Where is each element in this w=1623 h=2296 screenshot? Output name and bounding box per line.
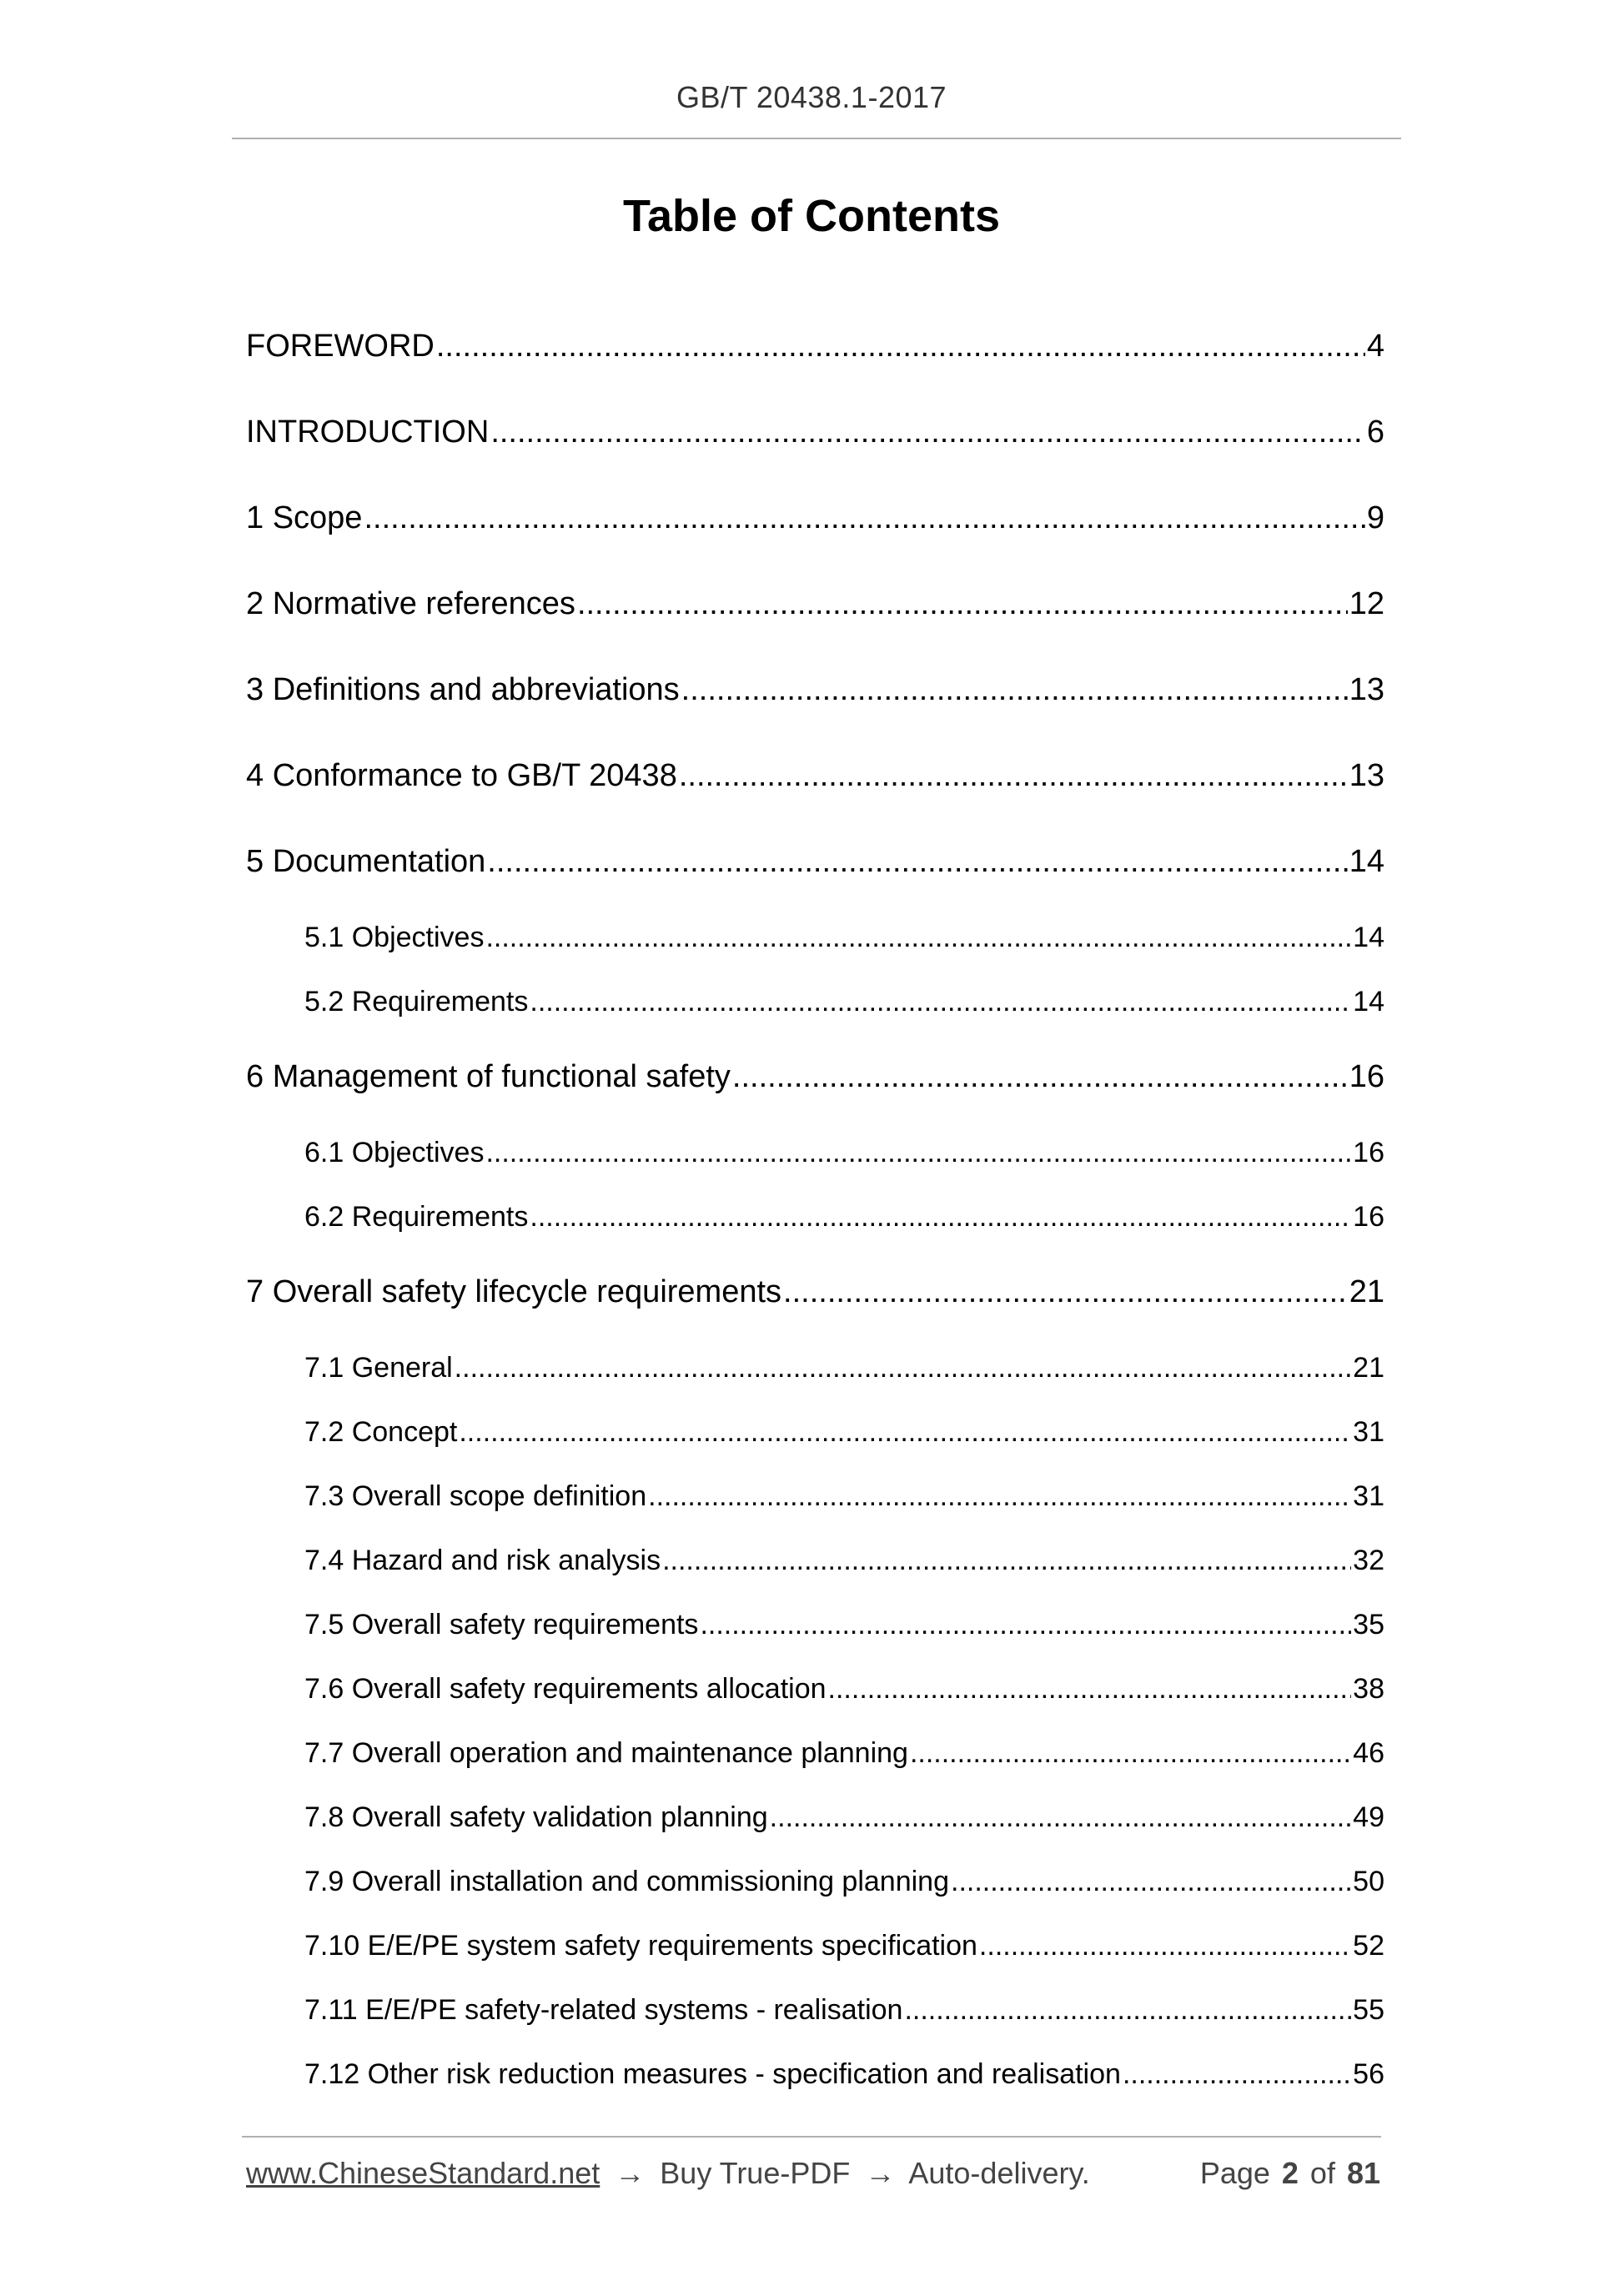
toc-entry-page: 14 [1353,986,1384,1017]
toc-entry-title: INTRODUCTION [246,414,490,450]
toc-entry-title: 7.7 Overall operation and maintenance planning [304,1737,908,1769]
website-link[interactable]: www.ChineseStandard.net [246,2156,600,2190]
toc-entry-title: 7.8 Overall safety validation planning [304,1801,768,1833]
page-footer [246,2156,1380,2198]
dot-leader [662,1541,1351,1580]
dot-leader [485,918,1351,957]
toc-entry-title: 6.2 Requirements [304,1201,529,1233]
toc-entry-title: 7.4 Hazard and risk analysis [304,1545,661,1576]
toc-entry-title: 7.2 Concept [304,1416,458,1448]
dot-leader [783,1271,1348,1313]
toc-entry-title: 7.10 E/E/PE system safety requirements specification [304,1930,977,1962]
toc-entry-7-10-system-safety-spec[interactable] [304,1927,1384,1965]
dot-leader [364,497,1364,539]
toc-entry-page: 32 [1353,1545,1384,1576]
toc-entry-title: 7.5 Overall safety requirements [304,1609,699,1640]
toc-entry-page: 21 [1349,1274,1384,1309]
toc-entry-7-6-requirements-allocation[interactable] [304,1670,1384,1708]
toc-entry-title: 5 Documentation [246,844,486,879]
toc-entry-page: 56 [1353,2058,1384,2090]
toc-entry-6-1-objectives[interactable] [304,1133,1384,1172]
toc-entry-7-11-realisation[interactable] [304,1991,1384,2029]
toc-entry-title: 7.12 Other risk reduction measures - specification and realisation [304,2058,1121,2090]
footer-promo [246,2156,1090,2191]
dot-leader [487,841,1347,882]
toc-entry-title: 7.3 Overall scope definition [304,1480,647,1512]
dot-leader [732,1056,1348,1098]
dot-leader [679,755,1348,796]
dot-leader [648,1477,1351,1515]
dot-leader [436,325,1365,367]
dot-leader [910,1734,1351,1772]
toc-entry-page: 16 [1353,1201,1384,1233]
toc-entry-page: 13 [1349,758,1384,793]
toc-entry-page: 31 [1353,1480,1384,1512]
toc-entry-page: 14 [1349,844,1384,879]
toc-entry-7-4-hazard-risk-analysis[interactable] [304,1541,1384,1580]
dot-leader [979,1927,1351,1965]
toc-entry-page: 16 [1349,1059,1384,1094]
toc-entry-7-3-scope-definition[interactable] [304,1477,1384,1515]
dot-leader [485,1133,1351,1172]
toc-entry-title: 6.1 Objectives [304,1137,485,1168]
toc-entry-title: 1 Scope [246,500,363,535]
page-label: Page [1199,2156,1270,2190]
dot-leader [770,1798,1352,1836]
toc-entry-page: 4 [1366,329,1384,364]
toc-entry-introduction[interactable] [246,411,1384,453]
dot-leader [577,583,1348,625]
toc-entry-6-2-requirements[interactable] [304,1198,1384,1236]
toc-entry-title: 7.1 General [304,1352,453,1384]
toc-entry-7-2-concept[interactable] [304,1413,1384,1451]
document-code-header: GB/T 20438.1-2017 [676,80,947,114]
toc-entry-7-12-other-risk-reduction[interactable] [304,2055,1384,2093]
page-number [1200,2156,1380,2191]
current-page-number: 2 [1281,2156,1299,2190]
toc-entry-normative-references[interactable] [246,583,1384,625]
toc-entry-7-9-installation-commissioning[interactable] [304,1862,1384,1901]
toc-entry-5-2-requirements[interactable] [304,982,1384,1021]
toc-entry-page: 50 [1353,1866,1384,1897]
toc-entry-title: 5.2 Requirements [304,986,529,1017]
toc-entry-page: 13 [1349,672,1384,707]
toc-entry-page: 49 [1353,1801,1384,1833]
toc-entry-title: 7 Overall safety lifecycle requirements [246,1274,782,1309]
toc-entry-title: 7.11 E/E/PE safety-related systems - realisation [304,1994,903,2026]
toc-entry-documentation[interactable] [246,841,1384,882]
auto-delivery-text: Auto-delivery. [908,2156,1090,2190]
dot-leader [530,982,1351,1021]
dot-leader [1123,2055,1351,2093]
toc-entry-conformance[interactable] [246,755,1384,796]
toc-entry-title: 7.6 Overall safety requirements allocation [304,1673,827,1705]
toc-entry-5-1-objectives[interactable] [304,918,1384,957]
toc-entry-7-1-general[interactable] [304,1349,1384,1387]
toc-entry-management-functional-safety[interactable] [246,1056,1384,1098]
toc-entry-foreword[interactable] [246,325,1384,367]
toc-title: Table of Contents [623,191,1000,241]
right-arrow-icon: → [615,2156,646,2190]
toc-entry-page: 12 [1349,586,1384,621]
toc-entry-title: 3 Definitions and abbreviations [246,672,680,707]
toc-entry-page: 31 [1353,1416,1384,1448]
right-arrow-icon: → [865,2156,896,2190]
dot-leader [681,669,1348,711]
total-page-count: 81 [1346,2156,1380,2190]
dot-leader [459,1413,1351,1451]
toc-entry-page: 38 [1353,1673,1384,1705]
toc-entry-7-7-operation-maintenance[interactable] [304,1734,1384,1772]
toc-entry-page: 55 [1353,1994,1384,2026]
toc-entry-title: 4 Conformance to GB/T 20438 [246,758,677,793]
dot-leader [455,1349,1352,1387]
dot-leader [700,1605,1351,1644]
dot-leader [828,1670,1352,1708]
dot-leader [530,1198,1351,1236]
toc-entry-title: 6 Management of functional safety [246,1059,731,1094]
toc-entry-page: 35 [1353,1609,1384,1640]
dot-leader [490,411,1365,453]
toc-entry-title: 7.9 Overall installation and commissioning planning [304,1866,949,1897]
toc-entry-definitions[interactable] [246,669,1384,711]
dot-leader [951,1862,1351,1901]
toc-entry-overall-safety-lifecycle[interactable] [246,1271,1384,1313]
toc-entry-scope[interactable] [246,497,1384,539]
toc-entry-page: 16 [1353,1137,1384,1168]
toc-entry-page: 9 [1366,500,1384,535]
footer-divider [242,2136,1381,2138]
toc-entry-page: 52 [1353,1930,1384,1962]
toc-entry-title: 5.1 Objectives [304,922,485,953]
buy-true-pdf-text: Buy True-PDF [660,2156,851,2190]
toc-entry-page: 21 [1353,1352,1384,1384]
toc-entry-page: 14 [1353,922,1384,953]
toc-entry-title: 2 Normative references [246,586,575,621]
toc-entry-page: 46 [1353,1737,1384,1769]
dot-leader [904,1991,1351,2029]
toc-entry-title: FOREWORD [246,329,435,364]
toc-entry-7-8-validation-planning[interactable] [304,1798,1384,1836]
toc-entry-7-5-safety-requirements[interactable] [304,1605,1384,1644]
of-label: of [1309,2156,1335,2190]
toc-entry-page: 6 [1366,414,1384,450]
